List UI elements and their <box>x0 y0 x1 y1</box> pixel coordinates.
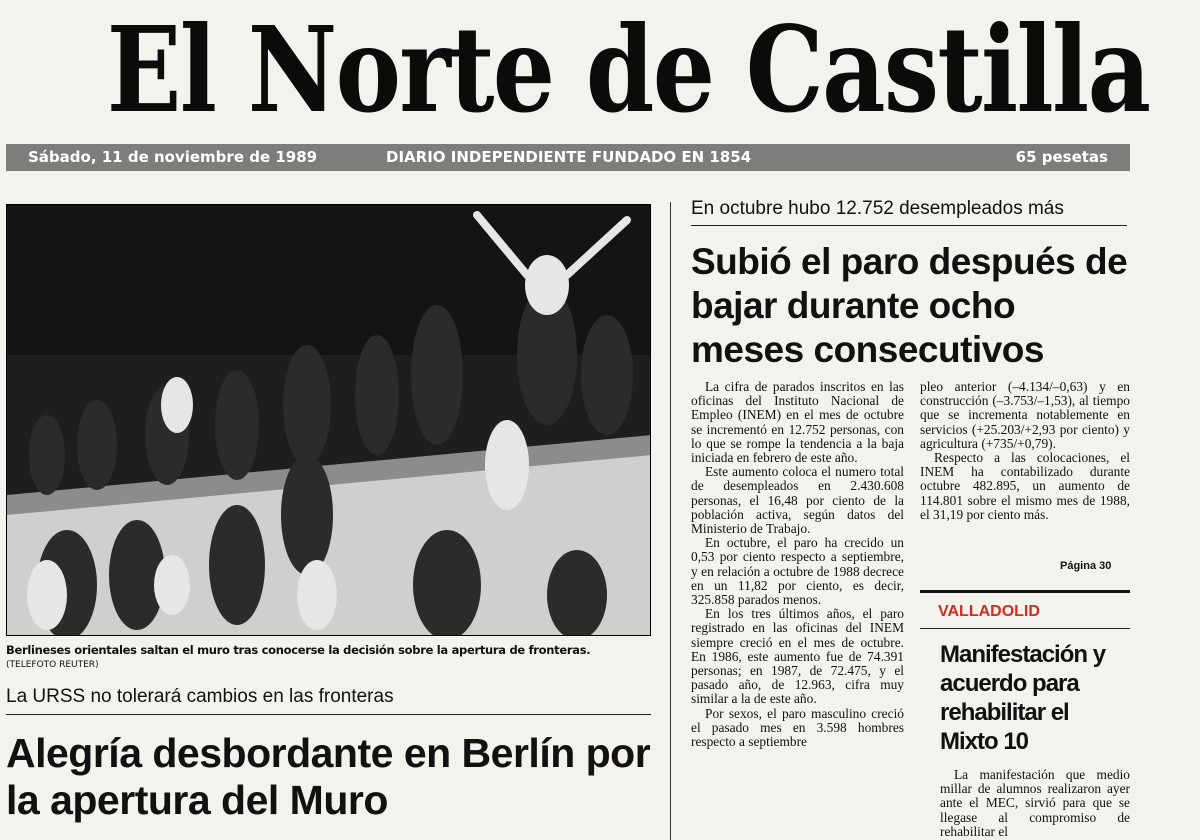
issue-date: Sábado, 11 de noviembre de 1989 <box>28 148 318 166</box>
article-paragraph: Este aumento coloca el numero total de desempleados en 2.430.608 personas, el 16,48 por ciento de la población activa, según datos del Ministerio de Trabajo. <box>691 464 904 537</box>
valladolid-article-body <box>940 768 1130 840</box>
column-divider <box>670 202 671 840</box>
unemployment-article-column-1 <box>691 380 904 840</box>
article-paragraph: En octubre, el paro ha crecido un 0,53 por ciento respecto a septiembre, y en relación a octubre de 1988 decrece en un 11,82 por ciento, es decir, 325.858 parados menos. <box>691 535 904 608</box>
right-story-headline: Subió el paro después de bajar durante ocho meses consecutivos <box>691 241 1128 370</box>
unemployment-article-column-2 <box>920 380 1130 522</box>
berlin-wall-photo <box>6 204 651 636</box>
valladolid-headline: Manifestación y acuerdo para rehabilitar el Mixto 10 <box>940 641 1106 755</box>
photo-credit: (TELEFOTO REUTER) <box>6 660 99 670</box>
left-story-headline: Alegría desbordante en Berlín por la apertura del Muro <box>6 730 651 823</box>
valladolid-top-rule <box>920 590 1130 593</box>
page-reference: Página 30 <box>1060 560 1112 572</box>
dateline-bar <box>6 144 1130 171</box>
masthead-title: El Norte de Castilla <box>106 0 1150 139</box>
article-paragraph: pleo anterior (–4.134/–0,63) y en construcción (–3.753/–1,53), al tiempo que se incrementa notablemente en servicios (+25.203/+2,93 por ciento) y agricultura (+735/+0,79). <box>920 379 1130 451</box>
section-label: VALLADOLID <box>938 603 1040 620</box>
masthead <box>0 0 1200 140</box>
right-story-kicker: En octubre hubo 12.752 desempleados más <box>691 198 1064 219</box>
newspaper-motto: DIARIO INDEPENDIENTE FUNDADO EN 1854 <box>386 148 752 166</box>
left-story-kicker: La URSS no tolerará cambios en las fronteras <box>6 686 394 707</box>
article-paragraph: Por sexos, el paro masculino creció el pasado mes en 3.598 hombres respecto a septiembre <box>691 705 904 750</box>
section-rule <box>920 628 1130 629</box>
article-paragraph: En los tres últimos años, el paro registrado en las oficinas del INEM siempre creció en el mes de octubre. En 1986, este aumento fue de 74.391 personas; en 1987, de 72.475, y el pasado año, de 12.963, cifra muy similar a la de este año. <box>691 606 904 707</box>
issue-price: 65 pesetas <box>1015 148 1108 166</box>
right-kicker-rule <box>691 225 1127 226</box>
article-paragraph: Respecto a las colocaciones, el INEM ha contabilizado durante octubre 482.895, un aumento de 114.801 sobre el mismo mes de 1988, el 31,19 por ciento más. <box>920 450 1130 522</box>
left-kicker-rule <box>6 714 651 715</box>
photo-caption: Berlineses orientales saltan el muro tras conocerse la decisión sobre la apertura de fronteras. <box>6 643 591 657</box>
article-paragraph: La cifra de parados inscritos en las oficinas del Instituto Nacional de Empleo (INEM) en el mes de octubre se incrementó en 12.752 personas, con lo que se rompe la tendencia a la baja iniciada en febrero de este año. <box>691 380 904 466</box>
article-paragraph: La manifestación que medio millar de alumnos realizaron ayer ante el MEC, sirvió para que se llegase al compromiso de rehabilitar el <box>940 768 1130 839</box>
